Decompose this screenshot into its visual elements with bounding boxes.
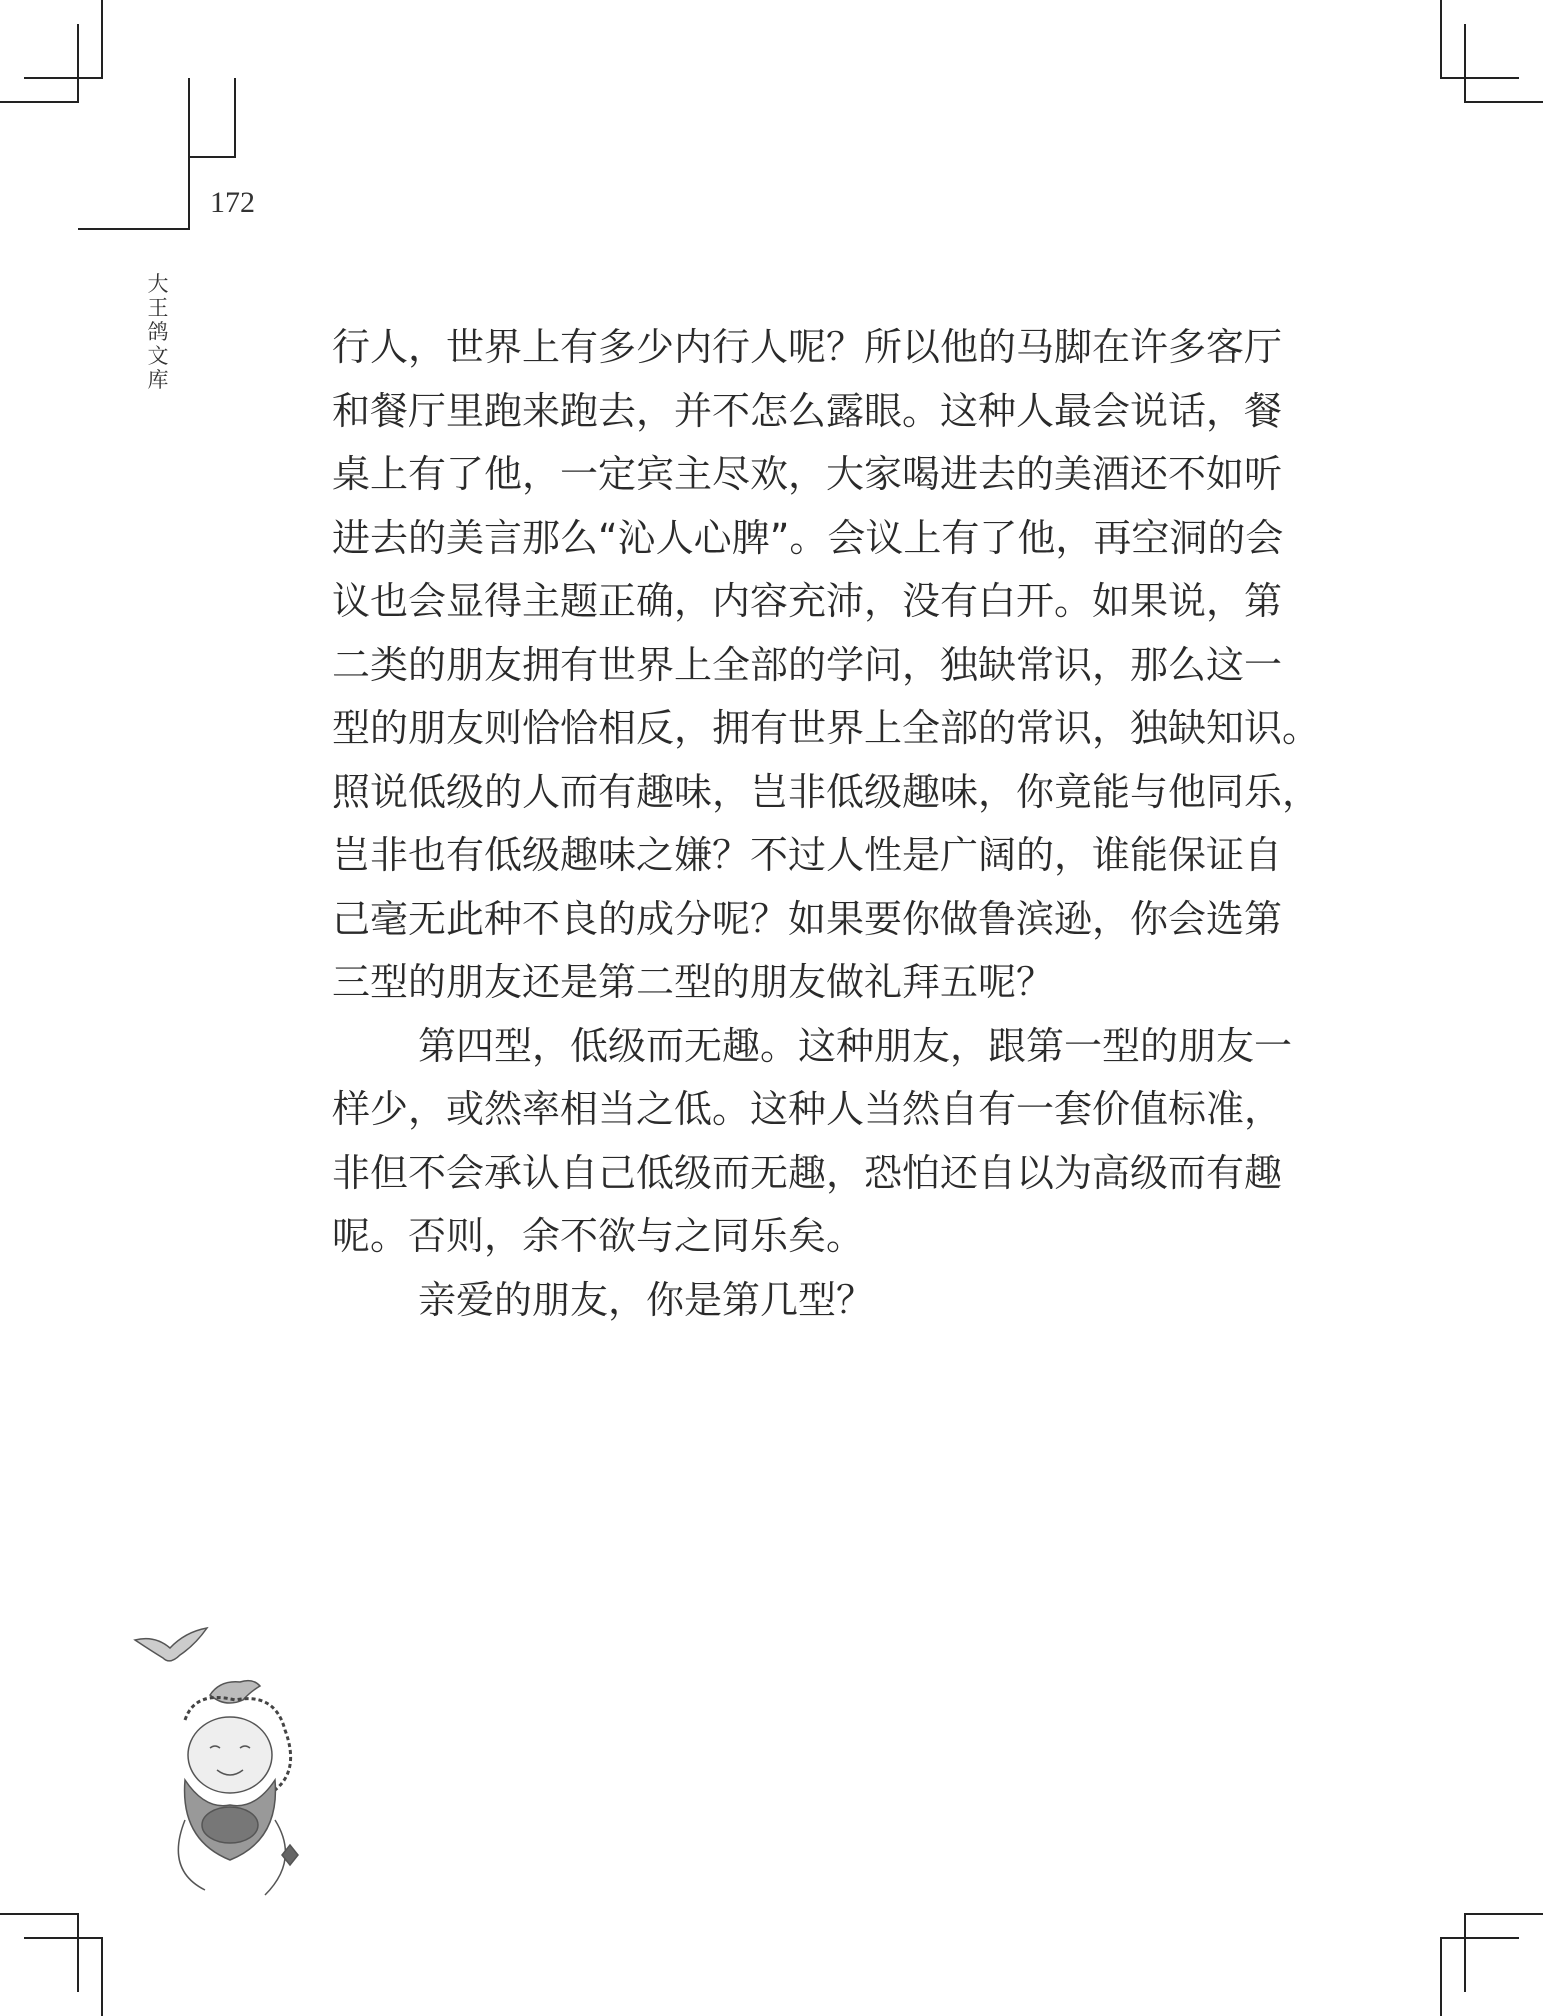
crop-mark xyxy=(1440,77,1519,79)
crop-mark xyxy=(0,101,79,103)
text-line: 行人，世界上有多少内行人呢？所以他的马脚在许多客厅 xyxy=(332,325,1283,369)
flying-bird-icon xyxy=(135,1628,207,1661)
series-title-char: 鸽 xyxy=(147,320,169,344)
series-title xyxy=(146,272,170,392)
text-line: 亲爱的朋友，你是第几型？ xyxy=(418,1277,875,1322)
crop-mark xyxy=(1464,1913,1543,1915)
illustration-bearded-man-with-birds xyxy=(125,1620,355,1910)
text-line: 三型的朋友还是第二型的朋友做礼拜五呢？ xyxy=(332,960,1055,1004)
header-rule xyxy=(78,228,190,230)
crop-mark xyxy=(77,24,79,103)
series-title-char: 库 xyxy=(147,368,169,392)
text-line: 二类的朋友拥有世界上全部的学问，独缺常识，那么这一 xyxy=(332,642,1283,687)
crop-mark xyxy=(1464,1913,1466,1992)
text-line: 非但不会承认自己低级而无趣，恐怕还自以为高级而有趣 xyxy=(332,1150,1283,1195)
text-line: 呢。否则，余不欲与之同乐矣。 xyxy=(332,1214,865,1258)
page-number: 172 xyxy=(210,186,255,219)
text-line: 样少，或然率相当之低。这种人当然自有一套价值标准， xyxy=(332,1087,1283,1131)
crop-mark xyxy=(101,0,103,79)
crop-mark xyxy=(1464,24,1466,103)
crop-mark xyxy=(24,1937,103,1939)
crop-mark xyxy=(1440,1937,1442,2016)
header-rule xyxy=(234,78,236,158)
crop-mark xyxy=(1440,0,1442,79)
crop-mark xyxy=(101,1937,103,2016)
text-line: 桌上有了他，一定宾主尽欢，大家喝进去的美酒还不如听 xyxy=(332,452,1283,496)
text-line: 照说低级的人而有趣味，岂非低级趣味，你竟能与他同乐， xyxy=(332,769,1321,814)
crop-mark xyxy=(24,77,103,79)
crop-mark xyxy=(1464,101,1543,103)
body-text xyxy=(332,322,1321,1338)
text-line: 进去的美言那么“沁人心脾”。会议上有了他，再空洞的会 xyxy=(332,515,1284,560)
text-line: 型的朋友则恰恰相反，拥有世界上全部的常识，独缺知识。 xyxy=(332,706,1321,750)
header-rule xyxy=(188,78,190,230)
crop-mark xyxy=(77,1913,79,1992)
text-line: 和餐厅里跑来跑去，并不怎么露眼。这种人最会说话，餐 xyxy=(332,388,1283,433)
text-line: 议也会显得主题正确，内容充沛，没有白开。如果说，第 xyxy=(332,579,1283,623)
series-title-char: 文 xyxy=(147,344,169,368)
crop-mark xyxy=(0,1913,79,1915)
crop-mark xyxy=(1440,1937,1519,1939)
text-line: 己毫无此种不良的成分呢？如果要你做鲁滨逊，你会选第 xyxy=(332,896,1283,941)
series-title-char: 王 xyxy=(147,296,169,320)
header-rule xyxy=(188,156,236,158)
series-title-char: 大 xyxy=(147,272,169,296)
text-line: 岂非也有低级趣味之嫌？不过人性是广阔的，谁能保证自 xyxy=(332,833,1283,877)
text-line: 第四型，低级而无趣。这种朋友，跟第一型的朋友一 xyxy=(418,1023,1293,1068)
